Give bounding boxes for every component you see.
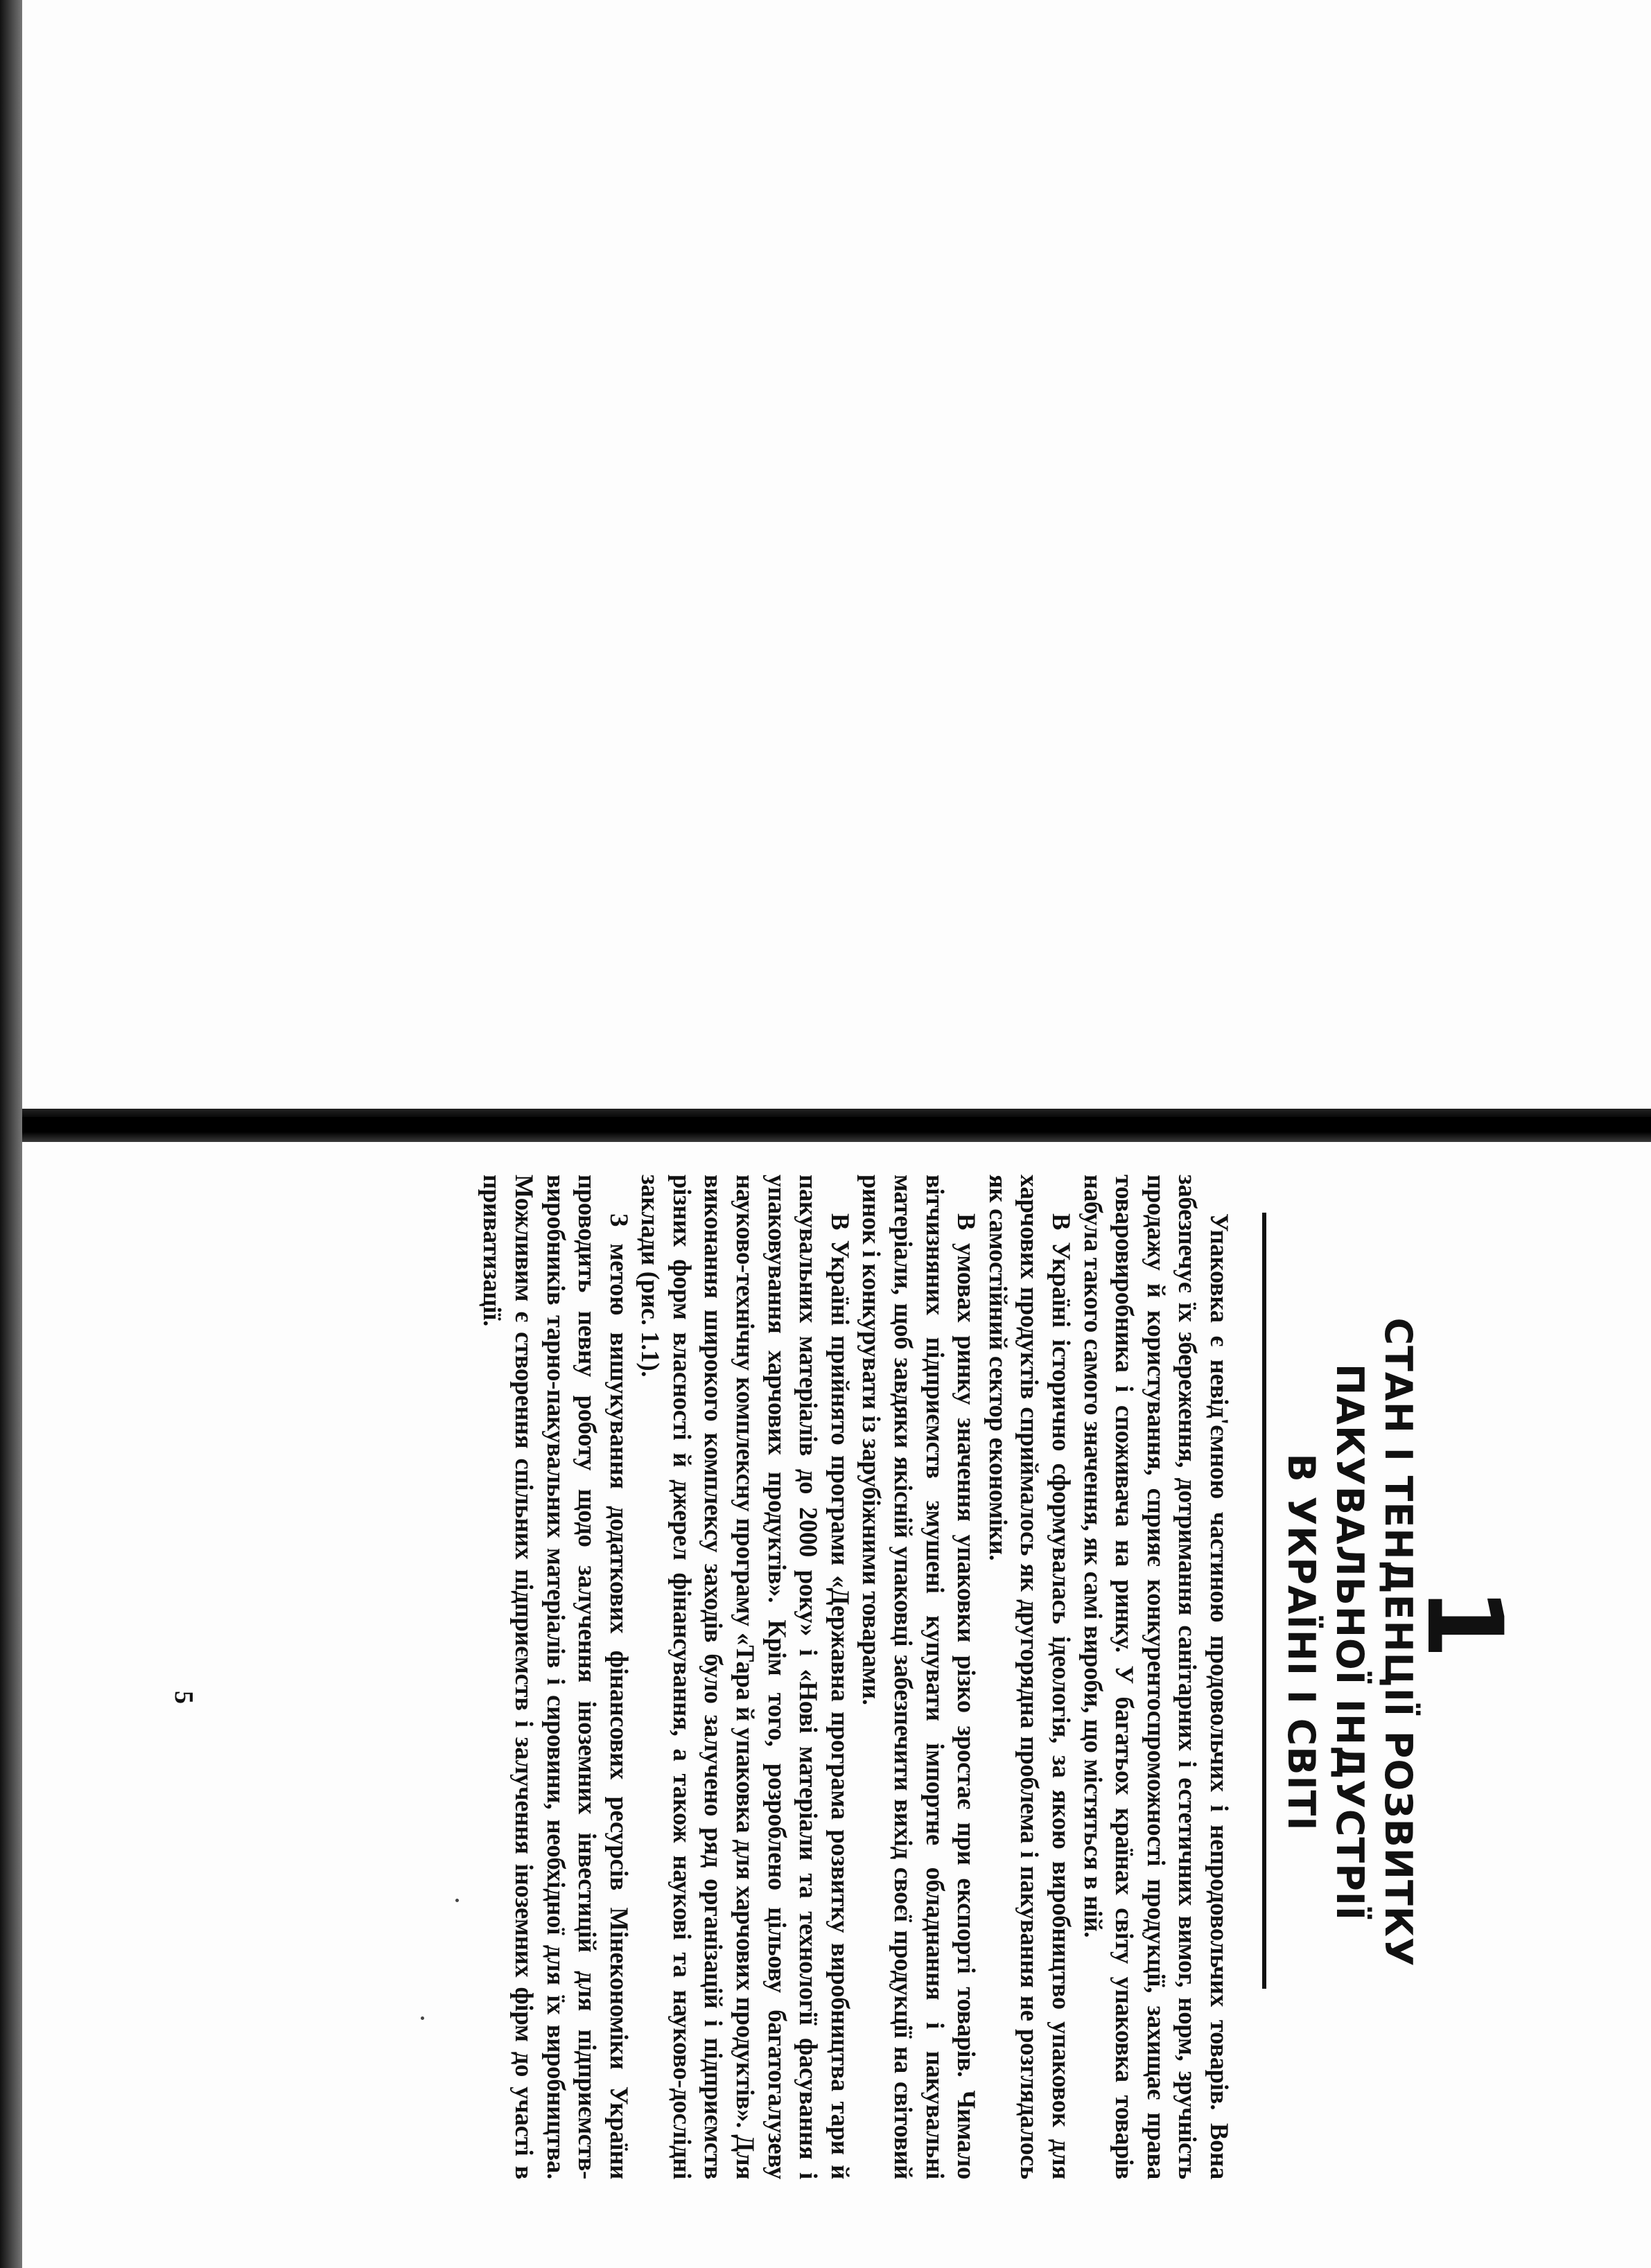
right-page-body [477, 1175, 1235, 2179]
title-rule [1262, 1213, 1266, 1989]
left-page [0, 35, 5, 1102]
paragraph: В Україні історично сформувалась ідеологія, за якою виробництво упаковок для харчових продуктів сприймалось як другорядна проблема і пакування не розглядалось як самостійний сектор економіки. [984, 1175, 1076, 2179]
chapter-number: 1 [1404, 1587, 1524, 1660]
chapter-title-line: ПАКУВАЛЬНОЇ ІНДУСТРІЇ [1328, 1364, 1372, 1921]
chapter-title-line: СТАН І ТЕНДЕНЦІЇ РОЗВИТКУ [1377, 1317, 1420, 1967]
chapter-title [1277, 1164, 1422, 2120]
paragraph: З метою вишукування додаткових фінансових ресурсів Мінекономіки України проводить певну роботу щодо залучення іноземних інвестицій для підприємств-виробників тарно-пакувальних матеріалів і сировини, необхідної для їх виробництва. Можливим є створення спільних підприємств і залучення іноземних фірм до участі в приватизації. [478, 1175, 634, 2179]
binding-edge [0, 1117, 1651, 1123]
paragraph: В Україні прийнято програми «Державна програма розвитку виробництва тари й пакувальних матеріалів до 2000 року» і «Нові матеріали та технології фасування і упаковування харчових продуктів». Крім того, розроблено цільову багатогалузеву науково-технічну комплексну програму «Тара й упаковка для харчових продуктів». Для виконання широкого комплексу заходів було залучено ряд організацій і підприємств різних форм власності й джерел фінансування, а також наукові та науково-дослідні заклади (рис. 1.1). [636, 1175, 855, 2179]
chapter-title-line: В УКРАЇНІ І СВІТІ [1279, 1453, 1323, 1831]
paragraph: В умовах ринку значення упаковки різко зростає при експорті товарів. Чимало вітчизняних підприємств змушені купувати імпортне обладнання і пакувальні матеріали, щоб завдяки якісній упаковці забезпечити вихід своєї продукції на світовий ринок і конкурувати із зарубіжними товарами. [857, 1175, 981, 2179]
right-page [22, 1150, 1651, 2252]
paragraph: Упаковка є невід'ємною частиною продовольчих і непродовольчих товарів. Вона забезпечує їх збереження, дотримання санітарних і естетичних вимог, норм, зручність продажу й користування, сприяє конкурентоспроможності продукції, захищає права товаровиробника і споживача на ринку. У багатьох країнах світу упаковка товарів набула такого самого значення, як самі вироби, що містяться в ній. [1078, 1175, 1234, 2179]
page-number: 5 [169, 1691, 198, 1704]
binding-shadow [0, 1109, 1651, 1142]
